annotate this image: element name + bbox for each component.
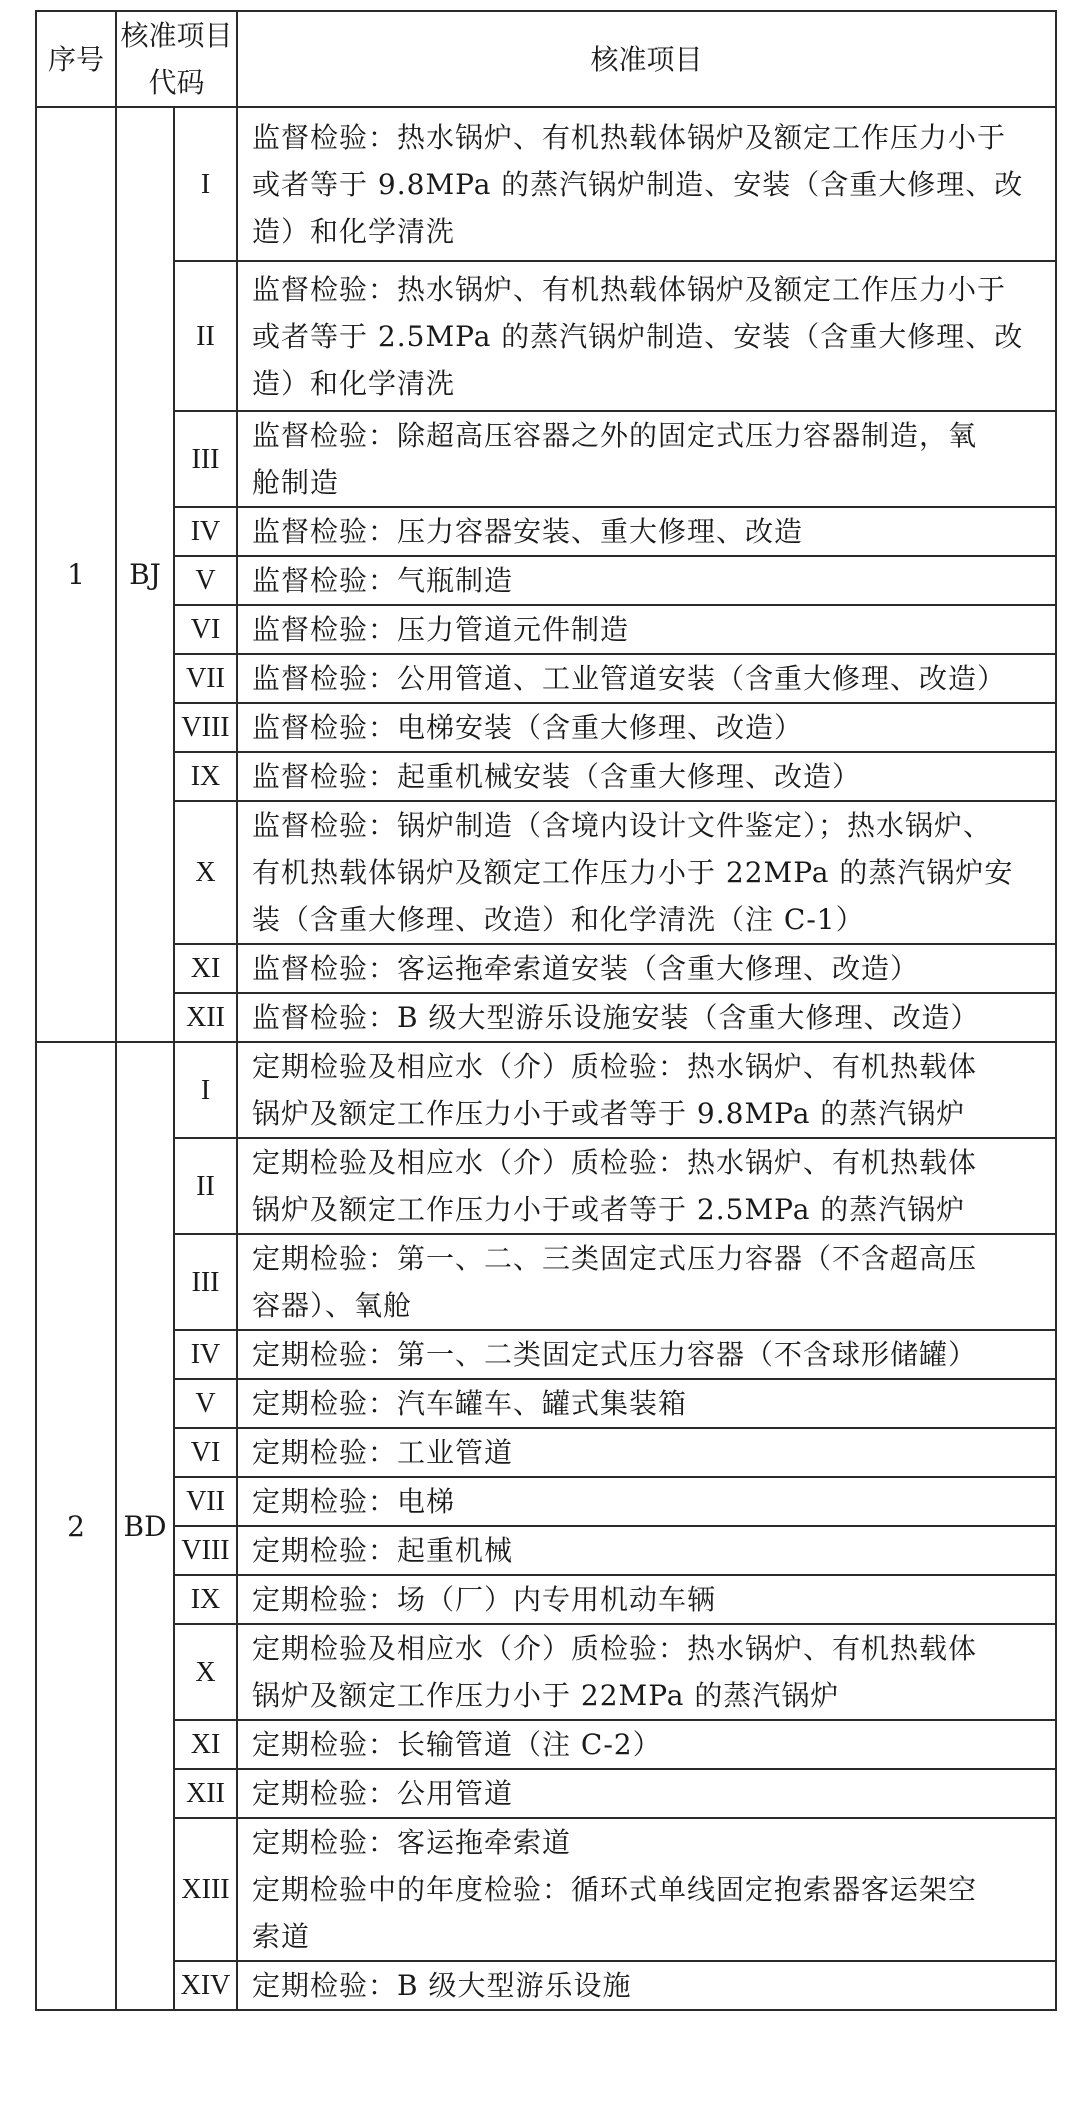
item-description-line: 有机热载体锅炉及额定工作压力小于 22MPa 的蒸汽锅炉安 bbox=[252, 856, 1014, 889]
item-code-cell: X bbox=[174, 1624, 237, 1720]
item-code-cell: II bbox=[174, 261, 237, 411]
item-description-line: 或者等于 9.8MPa 的蒸汽锅炉制造、安装（含重大修理、改 bbox=[252, 167, 1024, 201]
item-code-cell: IV bbox=[174, 1330, 237, 1379]
table-row bbox=[36, 1477, 1056, 1526]
group-seq-cell: 2 bbox=[36, 1042, 116, 2010]
table-row bbox=[36, 752, 1056, 801]
item-description-cell bbox=[237, 1042, 1056, 1138]
item-description-line: 定期检验及相应水（介）质检验：热水锅炉、有机热载体 bbox=[252, 1146, 978, 1179]
item-description-line: 定期检验：工业管道 bbox=[252, 1436, 514, 1469]
item-code-cell: XI bbox=[174, 1720, 237, 1769]
item-description-line: 锅炉及额定工作压力小于 22MPa 的蒸汽锅炉 bbox=[252, 1679, 840, 1712]
item-description-cell bbox=[237, 605, 1056, 654]
item-code-cell: IV bbox=[174, 507, 237, 556]
item-code-cell: II bbox=[174, 1138, 237, 1234]
item-code-cell: III bbox=[174, 411, 237, 507]
item-description-line: 定期检验：第一、二、三类固定式压力容器（不含超高压 bbox=[252, 1242, 978, 1275]
item-description-cell bbox=[237, 801, 1056, 944]
approval-items-table bbox=[35, 10, 1057, 2011]
item-description-cell bbox=[237, 1818, 1056, 1961]
item-description-line: 索道 bbox=[252, 1920, 311, 1953]
item-code-cell: X bbox=[174, 801, 237, 944]
table-row bbox=[36, 1234, 1056, 1330]
item-description-line: 容器）、氧舱 bbox=[252, 1289, 413, 1322]
item-description-cell bbox=[237, 1624, 1056, 1720]
header-item: 核准项目 bbox=[237, 11, 1056, 107]
table-row bbox=[36, 107, 1056, 261]
table-row bbox=[36, 1526, 1056, 1575]
item-description-line: 监督检验：锅炉制造（含境内设计文件鉴定）；热水锅炉、 bbox=[252, 809, 993, 842]
item-description-line: 监督检验：压力容器安装、重大修理、改造 bbox=[252, 515, 804, 548]
group-code-line: B bbox=[123, 1509, 145, 1543]
group-code-cell: BJ bbox=[116, 107, 174, 1042]
item-code-cell: III bbox=[174, 1234, 237, 1330]
item-description-line: 造）和化学清洗 bbox=[252, 214, 456, 248]
item-code-cell: XII bbox=[174, 1769, 237, 1818]
table-row bbox=[36, 1720, 1056, 1769]
item-description-line: 装（含重大修理、改造）和化学清洗（注 C-1） bbox=[252, 903, 865, 936]
item-description-line: 定期检验中的年度检验：循环式单线固定抱索器客运架空 bbox=[252, 1873, 978, 1906]
item-code-cell: IX bbox=[174, 1575, 237, 1624]
item-code-cell: XII bbox=[174, 993, 237, 1042]
item-description-line: 舱制造 bbox=[252, 466, 340, 499]
item-description-cell bbox=[237, 1379, 1056, 1428]
item-code-cell: XIV bbox=[174, 1961, 237, 2010]
table-row bbox=[36, 801, 1056, 944]
table-row bbox=[36, 1818, 1056, 1961]
item-code-cell: IX bbox=[174, 752, 237, 801]
item-code-cell: XI bbox=[174, 944, 237, 993]
table-row bbox=[36, 1138, 1056, 1234]
table-row bbox=[36, 556, 1056, 605]
item-code-cell: I bbox=[174, 107, 237, 261]
table-row bbox=[36, 1428, 1056, 1477]
item-description-line: 监督检验：热水锅炉、有机热载体锅炉及额定工作压力小于 bbox=[252, 272, 1007, 306]
table-row bbox=[36, 703, 1056, 752]
header-seq: 序号 bbox=[36, 11, 116, 107]
group-seq-cell: 1 bbox=[36, 107, 116, 1042]
item-description-cell bbox=[237, 1961, 1056, 2010]
item-code-cell: VI bbox=[174, 1428, 237, 1477]
item-code-cell: VIII bbox=[174, 703, 237, 752]
item-description-line: 定期检验：电梯 bbox=[252, 1485, 456, 1518]
table-row bbox=[36, 605, 1056, 654]
item-description-line: 定期检验及相应水（介）质检验：热水锅炉、有机热载体 bbox=[252, 1050, 978, 1083]
item-description-cell bbox=[237, 944, 1056, 993]
item-description-cell bbox=[237, 261, 1056, 411]
item-code-cell: V bbox=[174, 556, 237, 605]
item-description-line: 或者等于 2.5MPa 的蒸汽锅炉制造、安装（含重大修理、改 bbox=[252, 319, 1024, 353]
item-description-line: 监督检验：气瓶制造 bbox=[252, 564, 514, 597]
item-description-cell bbox=[237, 507, 1056, 556]
table-row bbox=[36, 1330, 1056, 1379]
item-code-cell: VI bbox=[174, 605, 237, 654]
item-description-cell bbox=[237, 411, 1056, 507]
table-row bbox=[36, 944, 1056, 993]
table-row bbox=[36, 1379, 1056, 1428]
item-description-line: 锅炉及额定工作压力小于或者等于 2.5MPa 的蒸汽锅炉 bbox=[252, 1193, 966, 1226]
item-description-line: 监督检验：电梯安装（含重大修理、改造） bbox=[252, 711, 804, 744]
item-description-line: 定期检验：汽车罐车、罐式集装箱 bbox=[252, 1387, 688, 1420]
table-row bbox=[36, 1624, 1056, 1720]
item-description-line: 定期检验：长输管道（注 C-2） bbox=[252, 1728, 662, 1761]
item-description-cell bbox=[237, 1330, 1056, 1379]
table-row bbox=[36, 261, 1056, 411]
item-code-cell: VII bbox=[174, 654, 237, 703]
header-code-line: 核准项目 bbox=[120, 19, 233, 52]
table-header-row bbox=[36, 11, 1056, 107]
item-description-cell bbox=[237, 1138, 1056, 1234]
table-row bbox=[36, 507, 1056, 556]
table-row bbox=[36, 1042, 1056, 1138]
item-description-cell bbox=[237, 556, 1056, 605]
header-code-line: 代码 bbox=[148, 66, 205, 99]
item-description-cell bbox=[237, 752, 1056, 801]
item-description-cell bbox=[237, 107, 1056, 261]
group-code-line: D bbox=[144, 1509, 167, 1543]
item-description-line: 定期检验：B 级大型游乐设施 bbox=[252, 1969, 632, 2002]
item-description-line: 造）和化学清洗 bbox=[252, 366, 456, 400]
item-description-cell bbox=[237, 1428, 1056, 1477]
item-description-cell bbox=[237, 1769, 1056, 1818]
item-code-cell: XIII bbox=[174, 1818, 237, 1961]
header-code bbox=[116, 11, 237, 107]
table-row bbox=[36, 993, 1056, 1042]
item-description-cell bbox=[237, 1526, 1056, 1575]
item-code-cell: VIII bbox=[174, 1526, 237, 1575]
item-description-line: 监督检验：压力管道元件制造 bbox=[252, 613, 630, 646]
item-description-cell bbox=[237, 993, 1056, 1042]
item-description-line: 监督检验：起重机械安装（含重大修理、改造） bbox=[252, 760, 862, 793]
item-description-line: 定期检验及相应水（介）质检验：热水锅炉、有机热载体 bbox=[252, 1632, 978, 1665]
item-description-line: 监督检验：热水锅炉、有机热载体锅炉及额定工作压力小于 bbox=[252, 120, 1007, 154]
item-description-cell bbox=[237, 1720, 1056, 1769]
item-code-cell: VII bbox=[174, 1477, 237, 1526]
item-code-cell: I bbox=[174, 1042, 237, 1138]
table-row bbox=[36, 1769, 1056, 1818]
item-description-line: 定期检验：第一、二类固定式压力容器（不含球形储罐） bbox=[252, 1338, 978, 1371]
table-row bbox=[36, 411, 1056, 507]
table-row bbox=[36, 1961, 1056, 2010]
item-description-line: 定期检验：场（厂）内专用机动车辆 bbox=[252, 1583, 717, 1616]
item-description-line: 锅炉及额定工作压力小于或者等于 9.8MPa 的蒸汽锅炉 bbox=[252, 1097, 966, 1130]
item-description-cell bbox=[237, 1477, 1056, 1526]
item-description-line: 定期检验：公用管道 bbox=[252, 1777, 514, 1810]
item-description-line: 定期检验：客运拖牵索道 bbox=[252, 1826, 572, 1859]
table-row bbox=[36, 1575, 1056, 1624]
group-code-cell bbox=[116, 1042, 174, 2010]
item-description-cell bbox=[237, 654, 1056, 703]
item-description-line: 定期检验：起重机械 bbox=[252, 1534, 514, 1567]
table-body bbox=[36, 107, 1056, 2010]
item-description-cell bbox=[237, 703, 1056, 752]
item-description-cell bbox=[237, 1234, 1056, 1330]
item-description-line: 监督检验：客运拖牵索道安装（含重大修理、改造） bbox=[252, 952, 920, 985]
item-code-cell: V bbox=[174, 1379, 237, 1428]
table-row bbox=[36, 654, 1056, 703]
item-description-line: 监督检验：B 级大型游乐设施安装（含重大修理、改造） bbox=[252, 1001, 980, 1034]
item-description-line: 监督检验：公用管道、工业管道安装（含重大修理、改造） bbox=[252, 662, 1007, 695]
item-description-cell bbox=[237, 1575, 1056, 1624]
item-description-line: 监督检验：除超高压容器之外的固定式压力容器制造，氧 bbox=[252, 419, 978, 452]
